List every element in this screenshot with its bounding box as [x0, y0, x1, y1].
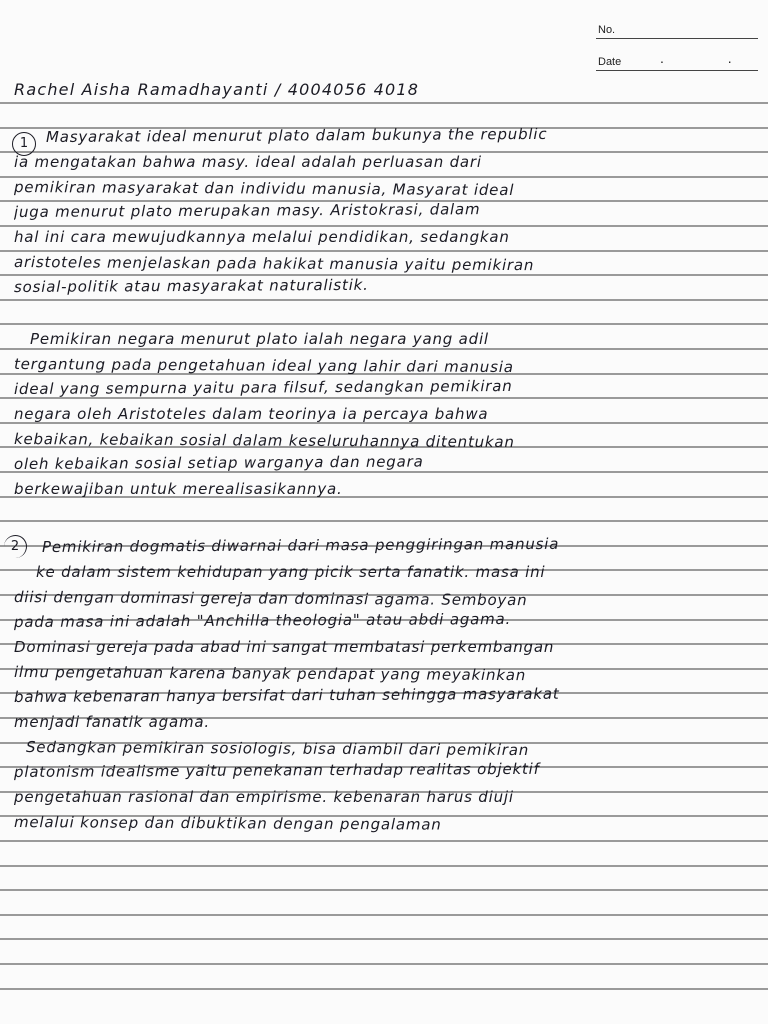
section-2-line: bahwa kebenaran hanya bersifat dari tuhan sehingga masyarakat — [13, 684, 560, 706]
section-1-line: ia mengatakan bahwa masy. ideal adalah perluasan dari — [14, 153, 482, 171]
section-1-line: hal ini cara mewujudkannya melalui pendidikan, sedangkan — [14, 228, 510, 246]
section-2-line: melalui konsep dan dibuktikan dengan pengalaman — [13, 813, 442, 834]
section-2-line: ke dalam sistem kehidupan yang picik serta fanatik. masa ini — [36, 563, 546, 581]
date-dots: . . — [660, 50, 762, 66]
section-1-line: pemikiran masyarakat dan individu manusia, Masyarat ideal — [13, 178, 515, 200]
section-1-line: aristoteles menjelaskan pada hakikat manusia yaitu pemikiran — [13, 253, 535, 275]
section-2-line: Pemikiran dogmatis diwarnai dari masa penggiringan manusia — [41, 534, 560, 556]
section-1-line: ideal yang sempurna yaitu para filsuf, sedangkan pemikiran — [13, 376, 513, 398]
section-1-number: 1 — [12, 132, 36, 156]
section-2-line: platonism idealisme yaitu penekanan terhadap realitas objektif — [13, 759, 540, 781]
date-label: Date — [598, 56, 622, 68]
section-2-line: menjadi fanatik agama. — [14, 713, 210, 731]
section-2-line: ilmu pengetahuan karena banyak pendapat yang meyakinkan — [13, 663, 527, 685]
section-1-line: Masyarakat ideal menurut plato dalam bukunya the republic — [45, 124, 548, 146]
section-1-line: tergantung pada pengetahuan ideal yang lahir dari manusia — [13, 355, 514, 377]
section-1-line: kebaikan, kebaikan sosial dalam keseluruhannya ditentukan — [13, 430, 515, 452]
section-1-line: negara oleh Aristoteles dalam teorinya ia percaya bahwa — [14, 405, 489, 423]
section-2-line: pada masa ini adalah "Anchilla theologia" atau abdi agama. — [13, 609, 512, 631]
section-1-line: sosial-politik atau masyarakat naturalistik. — [13, 275, 369, 296]
section-2-line: pengetahuan rasional dan empirisme. kebenaran harus diuji — [14, 788, 514, 806]
no-label: No. — [598, 24, 616, 36]
section-1-line: juga menurut plato merupakan masy. Aristokrasi, dalam — [13, 200, 481, 221]
section-2-number: 2 — [4, 535, 27, 558]
section-1-line: Pemikiran negara menurut plato ialah negara yang adil — [30, 330, 489, 348]
student-name-line: Rachel Aisha Ramadhayanti / 4004056 4018 — [14, 80, 420, 99]
section-2-line: Sedangkan pemikiran sosiologis, bisa diambil dari pemikiran — [25, 738, 530, 760]
section-2-line: diisi dengan dominasi gereja dan dominasi agama. Semboyan — [13, 588, 528, 610]
section-2-line: Dominasi gereja pada abad ini sangat membatasi perkembangan — [14, 638, 555, 656]
section-1-line: berkewajiban untuk merealisasikannya. — [14, 480, 343, 498]
section-1-line: oleh kebaikan sosial setiap warganya dan negara — [13, 452, 424, 473]
date-underline — [596, 70, 758, 71]
no-underline — [596, 38, 758, 39]
